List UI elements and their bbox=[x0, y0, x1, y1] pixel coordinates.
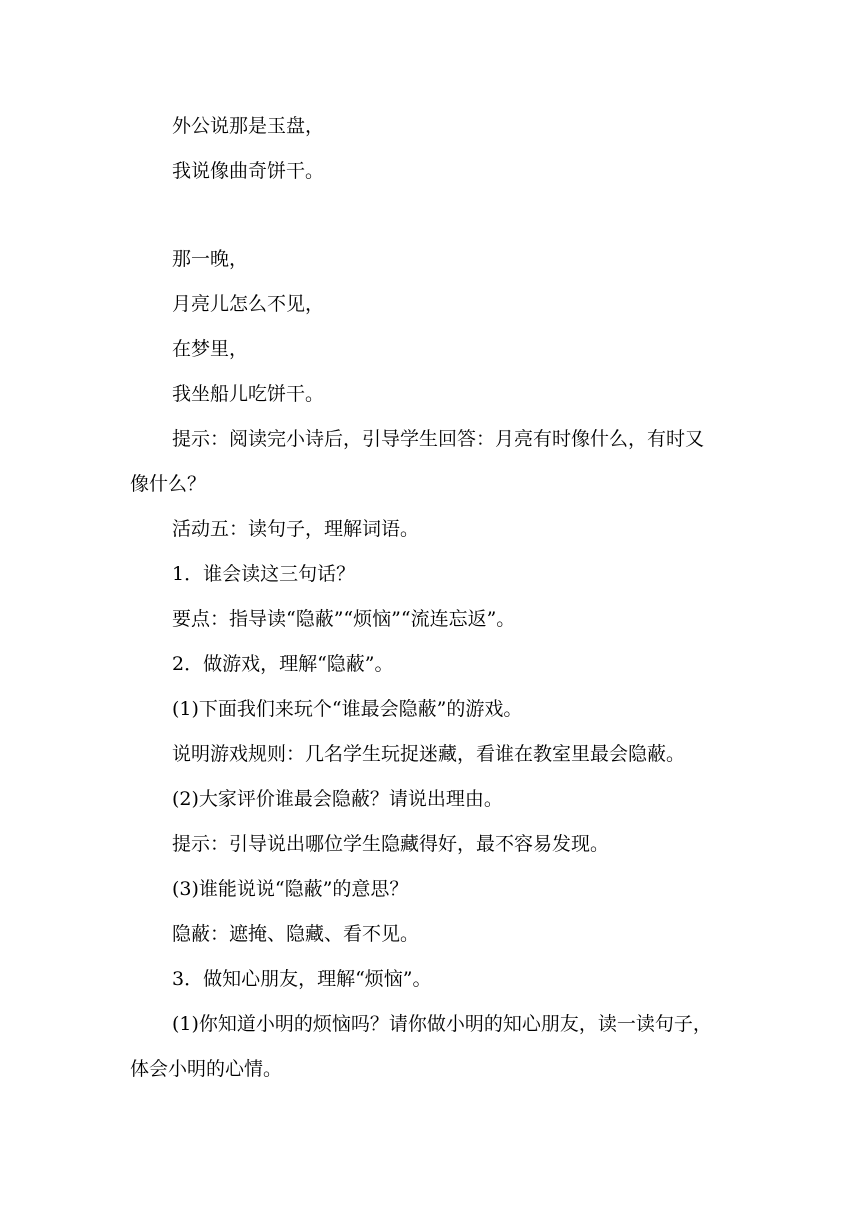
sub-item-paragraph bbox=[130, 1009, 742, 1084]
definition-text: 隐蔽：遮掩、隐藏、看不见。 bbox=[172, 923, 420, 945]
hint-text: 提示：引导说出哪位学生隐藏得好，最不容易发现。 bbox=[172, 833, 610, 855]
paragraph-line: 体会小明的心情。 bbox=[130, 1058, 283, 1080]
rules-text: 说明游戏规则：几名学生玩捉迷藏，看谁在教室里最会隐蔽。 bbox=[172, 743, 686, 765]
poem-line: 那一晚， bbox=[172, 248, 249, 270]
poem-line: 在梦里， bbox=[172, 338, 249, 360]
paragraph-line: 像什么？ bbox=[130, 473, 207, 495]
paragraph-line: (1)你知道小明的烦恼吗？请你做小明的知心朋友，读一读句子， bbox=[172, 1013, 712, 1035]
activity-heading: 活动五：读句子，理解词语。 bbox=[172, 518, 420, 540]
paragraph-line: 提示：阅读完小诗后，引导学生回答：月亮有时像什么，有时又 bbox=[172, 428, 705, 450]
document-content bbox=[130, 111, 742, 1099]
poem-line: 我坐船儿吃饼干。 bbox=[172, 383, 325, 405]
poem-line: 外公说那是玉盘， bbox=[172, 115, 325, 137]
poem-line: 我说像曲奇饼干。 bbox=[172, 160, 325, 182]
list-item: 3．做知心朋友，理解“烦恼”。 bbox=[172, 968, 432, 990]
list-item: 2．做游戏，理解“隐蔽”。 bbox=[172, 653, 394, 675]
key-point: 要点：指导读“隐蔽”“烦恼”“流连忘返”。 bbox=[172, 608, 516, 630]
hint-paragraph bbox=[130, 424, 742, 499]
sub-item: (2)大家评价谁最会隐蔽？请说出理由。 bbox=[172, 788, 503, 810]
poem-line: 月亮儿怎么不见， bbox=[172, 293, 325, 315]
sub-item: (1)下面我们来玩个“谁最会隐蔽”的游戏。 bbox=[172, 698, 523, 720]
stanza-gap bbox=[130, 201, 742, 244]
sub-item: (3)谁能说说“隐蔽”的意思？ bbox=[172, 878, 409, 900]
list-item: 1．谁会读这三句话？ bbox=[172, 563, 356, 585]
